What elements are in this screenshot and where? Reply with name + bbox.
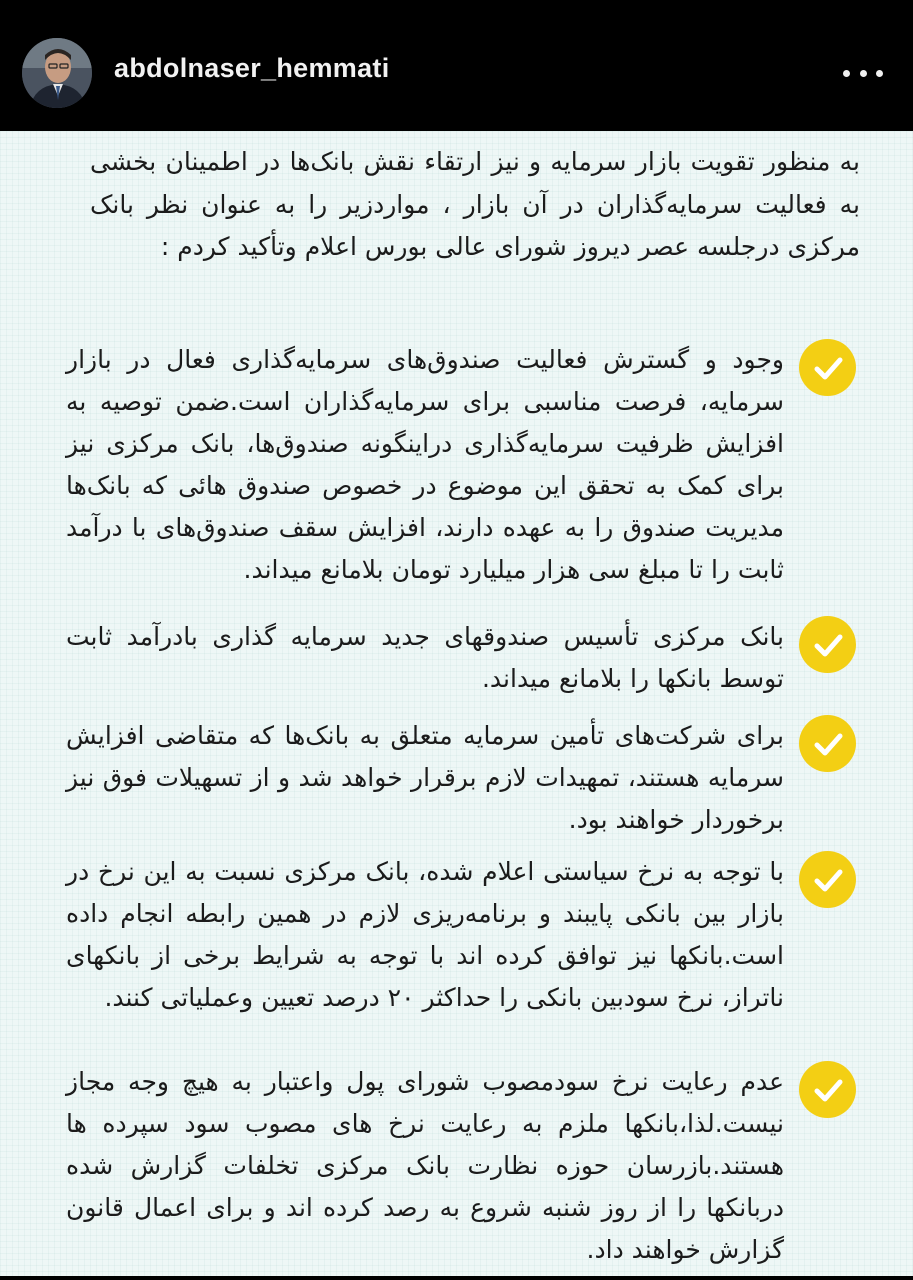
- bottom-edge: [0, 1276, 913, 1280]
- list-item-text: وجود و گسترش فعالیت صندوق‌های سرمایه‌گذاری فعال در بازار سرمایه، فرصت مناسبی برای سرمایه‌گذاران است.ضمن توصیه به افزایش ظرفیت سرمایه‌گذاری دراینگونه صندوق‌ها، بانک مرکزی نیز برای کمک به تحقق این موضوع در خصوص صندوق هائی که بانک‌ها مدیریت صندوق را به عهده دارند، افزایش سقف صندوق‌های با درآمد ثابت را تا مبلغ سی هزار میلیارد تومان بلامانع میداند.: [66, 345, 784, 584]
- check-circle-icon: [799, 616, 856, 673]
- more-options-icon[interactable]: [843, 58, 883, 88]
- check-circle-icon: [799, 851, 856, 908]
- username[interactable]: abdolnaser_hemmati: [114, 53, 390, 83]
- check-circle-icon: [799, 715, 856, 772]
- list-item-text: با توجه به نرخ سیاستی اعلام شده، بانک مرکزی نسبت به این نرخ در بازار بین بانکی پایبند و برنامه‌ریزی لازم در همین رابطه انجام داده است.بانکها نیز توافق کرده اند با توجه به شرایط برخی از بانکهای ناتراز، نرخ سودبین بانکی را حداکثر ۲۰ درصد تعیین وعملیاتی کنند.: [66, 857, 784, 1012]
- dot-icon: [860, 70, 867, 77]
- dot-icon: [876, 70, 883, 77]
- dot-icon: [843, 70, 850, 77]
- profile-photo-icon: [22, 38, 92, 108]
- check-circle-icon: [799, 1061, 856, 1118]
- list-item-text: بانک مرکزی تأسیس صندوقهای جدید سرمایه گذاری بادرآمد ثابت توسط بانکها را بلامانع میداند.: [66, 622, 784, 693]
- avatar[interactable]: [22, 38, 92, 108]
- check-circle-icon: [799, 339, 856, 396]
- list-item-text: برای شرکت‌های تأمین سرمایه متعلق به بانک‌ها که متقاضی افزایش سرمایه هستند، تمهیدات لازم برقرار خواهد شد و از تسهیلات فوق نیز برخوردار خواهند بود.: [66, 721, 784, 834]
- list-item-text: عدم رعایت نرخ سودمصوب شورای پول واعتبار به هیچ وجه مجاز نیست.لذا،بانکها ملزم به رعایت نرخ های مصوب سود سپرده ها هستند.بازرسان حوزه نظارت بانک مرکزی تخلفات گزارش شده دربانکها را از روز شنبه شروع به رصد کرده اند و برای اعمال قانون گزارش خواهند داد.: [66, 1067, 784, 1264]
- post-image: [0, 131, 913, 1280]
- post-intro-text: به منظور تقویت بازار سرمایه و نیز ارتقاء نقش بانک‌ها در اطمینان بخشی به فعالیت سرمایه‌گذاران در آن بازار ، مواردزیر را به عنوان نظر بانک مرکزی درجلسه عصر دیروز شورای عالی بورس اعلام وتأکید کردم :: [90, 147, 860, 261]
- post-header: [0, 0, 913, 131]
